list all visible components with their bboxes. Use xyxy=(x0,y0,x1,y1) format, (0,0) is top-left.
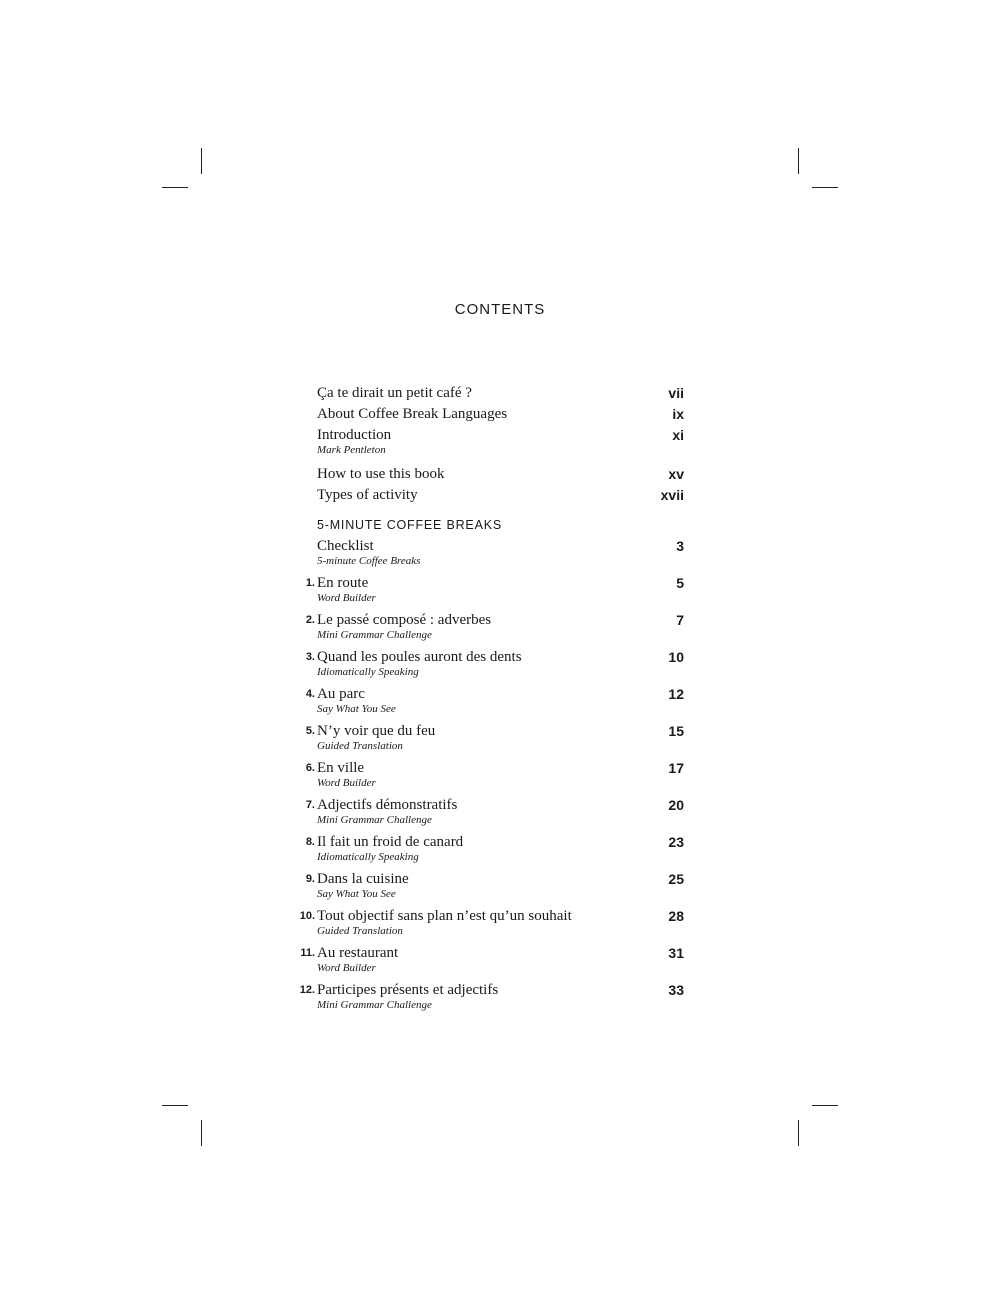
page-number: 28 xyxy=(668,908,684,924)
page-number: xi xyxy=(672,427,684,443)
toc-chapter-entry[interactable] xyxy=(0,907,1000,938)
toc-front-entry[interactable] xyxy=(0,486,1000,504)
crop-mark-bottom-right-vertical xyxy=(798,1120,799,1146)
crop-mark-top-right-horizontal xyxy=(812,187,838,188)
toc-chapter-entry[interactable] xyxy=(0,759,1000,790)
crop-mark-bottom-left-vertical xyxy=(201,1120,202,1146)
chapter-number: 7. xyxy=(305,799,315,811)
toc-chapter-entry[interactable] xyxy=(0,833,1000,864)
chapter-number: 9. xyxy=(305,873,315,885)
toc-chapter-entry[interactable] xyxy=(0,611,1000,642)
page-number: 20 xyxy=(668,797,684,813)
page-number: xvii xyxy=(660,487,684,503)
toc-chapter-entry[interactable] xyxy=(0,685,1000,716)
page-number: 15 xyxy=(668,723,684,739)
entry-title: Le passé composé : adverbes xyxy=(317,612,492,628)
entry-subtitle: Guided Translation xyxy=(317,740,403,752)
entry-title: Checklist xyxy=(317,538,374,554)
chapter-number: 1. xyxy=(305,577,315,589)
chapter-number: 10. xyxy=(299,910,315,922)
toc-front-entry[interactable] xyxy=(0,384,1000,402)
entry-subtitle: Mark Pentleton xyxy=(317,444,386,456)
page-number: 10 xyxy=(668,649,684,665)
chapter-number: 12. xyxy=(299,984,315,996)
entry-title: Tout objectif sans plan n’est qu’un souhait xyxy=(317,908,572,924)
chapter-number: 6. xyxy=(305,762,315,774)
toc-chapter-entry[interactable] xyxy=(0,574,1000,605)
section-heading: 5-MINUTE COFFEE BREAKS xyxy=(317,518,502,532)
entry-title: Dans la cuisine xyxy=(317,871,409,887)
chapter-number: 8. xyxy=(305,836,315,848)
entry-title: En ville xyxy=(317,760,365,776)
chapter-list xyxy=(0,537,1000,1012)
toc-chapter-entry[interactable] xyxy=(0,796,1000,827)
crop-mark-top-right-vertical xyxy=(798,148,799,174)
toc-chapter-entry[interactable] xyxy=(0,870,1000,901)
toc-chapter-entry[interactable] xyxy=(0,537,1000,568)
page-number: 3 xyxy=(676,538,684,554)
page-number: 5 xyxy=(676,575,684,591)
page-number: vii xyxy=(668,385,684,401)
entry-subtitle: Idiomatically Speaking xyxy=(317,851,419,863)
entry-title: N’y voir que du feu xyxy=(317,723,436,739)
entry-subtitle: Mini Grammar Challenge xyxy=(317,629,432,641)
entry-subtitle: Idiomatically Speaking xyxy=(317,666,419,678)
toc-chapter-entry[interactable] xyxy=(0,648,1000,679)
page-number: 31 xyxy=(668,945,684,961)
crop-mark-bottom-right-horizontal xyxy=(812,1105,838,1106)
entry-subtitle: Word Builder xyxy=(317,592,376,604)
entry-title: Quand les poules auront des dents xyxy=(317,649,522,665)
entry-subtitle: Mini Grammar Challenge xyxy=(317,999,432,1011)
crop-mark-bottom-left-horizontal xyxy=(162,1105,188,1106)
page-number: 7 xyxy=(676,612,684,628)
entry-title: Il fait un froid de canard xyxy=(317,834,464,850)
toc-chapter-entry[interactable] xyxy=(0,944,1000,975)
page-number: 33 xyxy=(668,982,684,998)
entry-title: Au parc xyxy=(317,686,365,702)
entry-title: About Coffee Break Languages xyxy=(317,406,508,422)
entry-subtitle: Say What You See xyxy=(317,703,396,715)
entry-title: Participes présents et adjectifs xyxy=(317,982,499,998)
entry-title: Ça te dirait un petit café ? xyxy=(317,385,472,401)
page-number: 12 xyxy=(668,686,684,702)
entry-title: Types of activity xyxy=(317,487,418,503)
entry-subtitle: Word Builder xyxy=(317,777,376,789)
entry-subtitle: Say What You See xyxy=(317,888,396,900)
page-number: 25 xyxy=(668,871,684,887)
toc-front-entry[interactable] xyxy=(0,405,1000,423)
chapter-number: 4. xyxy=(305,688,315,700)
chapter-number: 11. xyxy=(300,947,315,959)
page-number: 23 xyxy=(668,834,684,850)
toc-front-entry[interactable] xyxy=(0,465,1000,483)
entry-title: Introduction xyxy=(317,427,392,443)
chapter-number: 3. xyxy=(305,651,315,663)
entry-subtitle: Mini Grammar Challenge xyxy=(317,814,432,826)
entry-subtitle: Guided Translation xyxy=(317,925,403,937)
chapter-number: 5. xyxy=(305,725,315,737)
page-number: ix xyxy=(672,406,684,422)
page-title: CONTENTS xyxy=(454,301,546,318)
entry-subtitle: 5-minute Coffee Breaks xyxy=(317,555,421,567)
toc-chapter-entry[interactable] xyxy=(0,722,1000,753)
entry-title: Adjectifs démonstratifs xyxy=(317,797,458,813)
entry-title: Au restaurant xyxy=(317,945,399,961)
entry-subtitle: Word Builder xyxy=(317,962,376,974)
page-number: 17 xyxy=(668,760,684,776)
crop-mark-top-left-vertical xyxy=(201,148,202,174)
page-number: xv xyxy=(668,466,684,482)
entry-title: En route xyxy=(317,575,369,591)
toc-front-entry[interactable] xyxy=(0,426,1000,457)
entry-title: How to use this book xyxy=(317,466,445,482)
front-matter-list xyxy=(0,384,1000,504)
crop-mark-top-left-horizontal xyxy=(162,187,188,188)
table-of-contents xyxy=(0,384,1000,1018)
toc-chapter-entry[interactable] xyxy=(0,981,1000,1012)
chapter-number: 2. xyxy=(305,614,315,626)
